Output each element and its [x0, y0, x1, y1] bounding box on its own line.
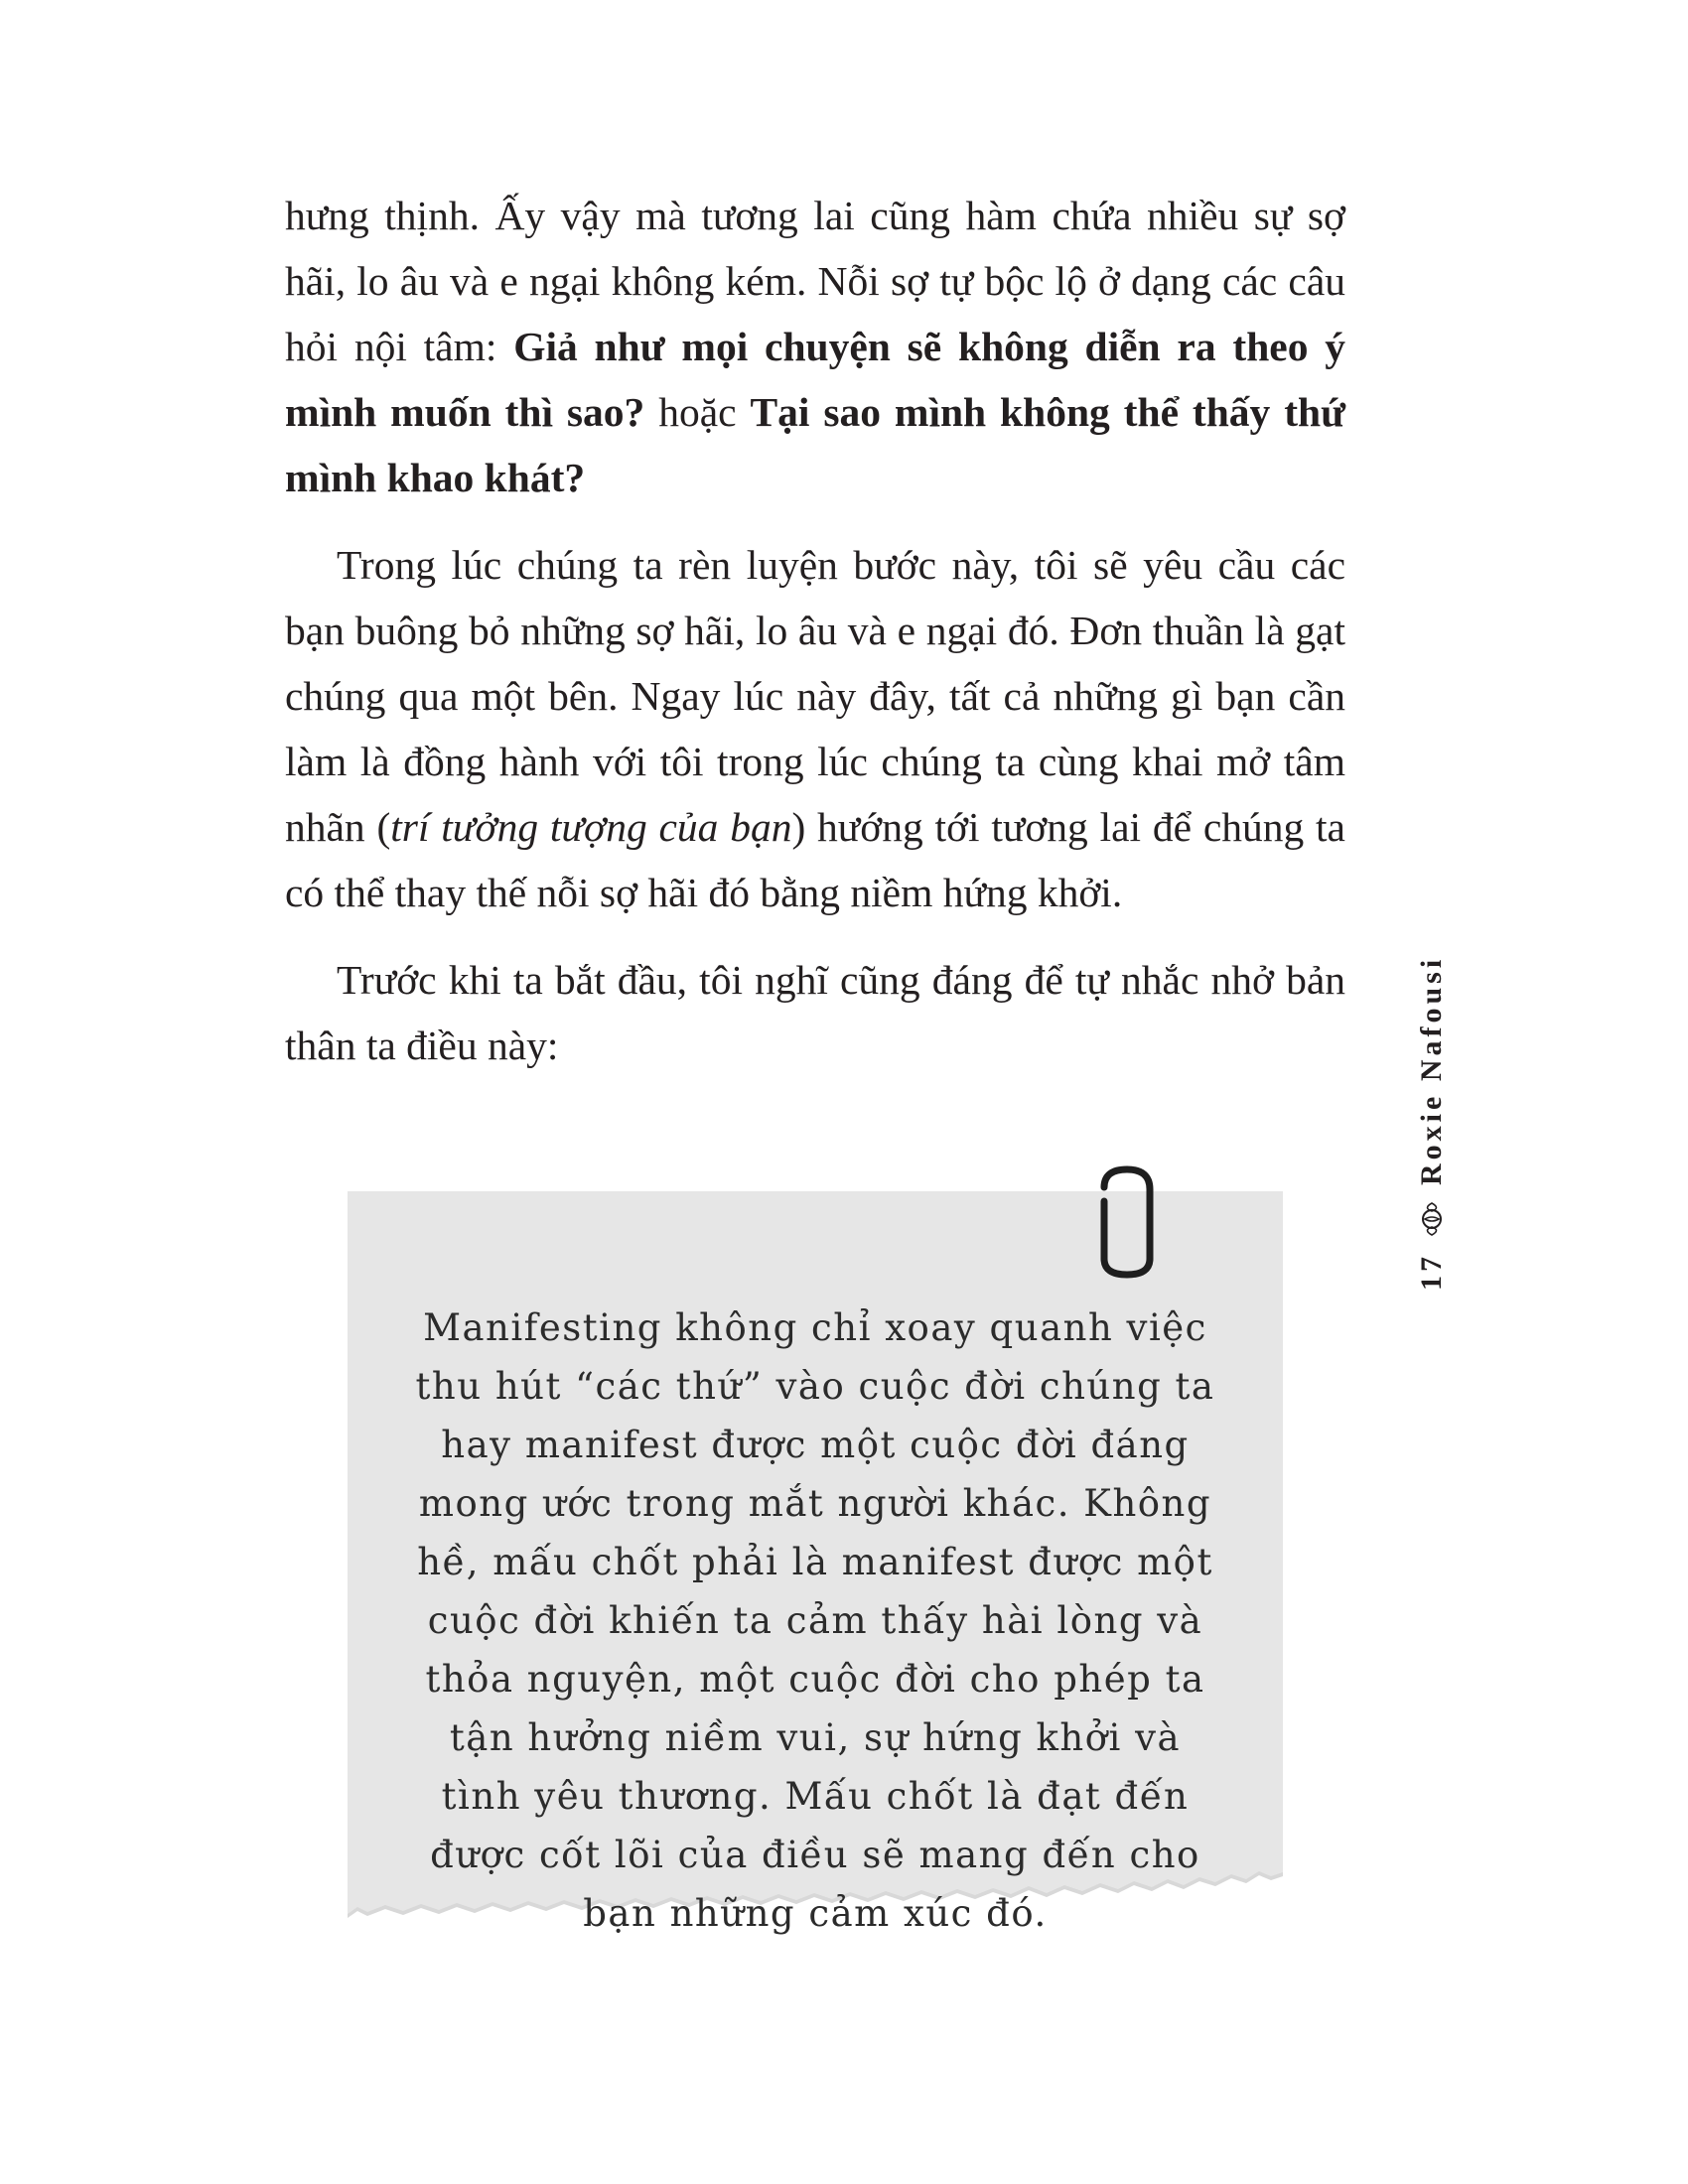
text-run: hưng thịnh. Ấy vậy mà tương lai cũng hàm chứa nhiều sự sợ hãi, lo âu và e ngại không kém. Nỗi sợ tự bộc lộ ở dạng các câu hỏi nội tâm:	[285, 193, 1345, 369]
running-head	[1402, 913, 1462, 1291]
bold-question: Tại sao mình không thể thấy thứ mình khao khát?	[285, 389, 1346, 500]
bold-question: Giả như mọi chuyện sẽ không diễn ra theo ý mình muốn thì sao?	[285, 324, 1345, 435]
paragraph-1	[285, 183, 1345, 510]
page-number: 17	[1415, 1253, 1448, 1291]
quote-text: Manifesting không chỉ xoay quanh việc thu hút “các thứ” vào cuộc đời chúng ta hay manifest được một cuộc đời đáng mong ước trong mắt người khác. Không hề, mấu chốt phải là manifest được một cuộc đời khiến ta cảm thấy hài lòng và thỏa nguyện, một cuộc đời cho phép ta tận hưởng niềm vui, sự hứng khởi và tình yêu thương. Mấu chốt là đạt đến được cốt lõi của điều sẽ mang đến cho bạn những cảm xúc đó.	[415, 1306, 1215, 1935]
paragraph-3	[285, 947, 1345, 1078]
italic-phrase: trí tưởng tượng của bạn	[390, 804, 792, 850]
body-text	[285, 183, 1345, 1100]
author-name: Roxie Nafousi	[1415, 955, 1448, 1185]
paperclip-icon	[1090, 1161, 1164, 1283]
text-run: hoặc	[644, 389, 751, 435]
floral-ornament-icon	[1415, 1199, 1449, 1239]
quote-note-card	[348, 1191, 1283, 1946]
paragraph-2	[285, 532, 1345, 925]
text-run: Trước khi ta bắt đầu, tôi nghĩ cũng đáng để tự nhắc nhở bản thân ta điều này:	[285, 957, 1345, 1068]
text-run: ) hướng tới tương lai để chúng ta có thể thay thế nỗi sợ hãi đó bằng niềm hứng khởi.	[285, 804, 1345, 915]
text-run: Trong lúc chúng ta rèn luyện bước này, tôi sẽ yêu cầu các bạn buông bỏ những sợ hãi, lo âu và e ngại đó. Đơn thuần là gạt chúng qua một bên. Ngay lúc này đây, tất cả những gì bạn cần làm là đồng hành với tôi trong lúc chúng ta cùng khai mở tâm nhãn (	[285, 542, 1345, 850]
